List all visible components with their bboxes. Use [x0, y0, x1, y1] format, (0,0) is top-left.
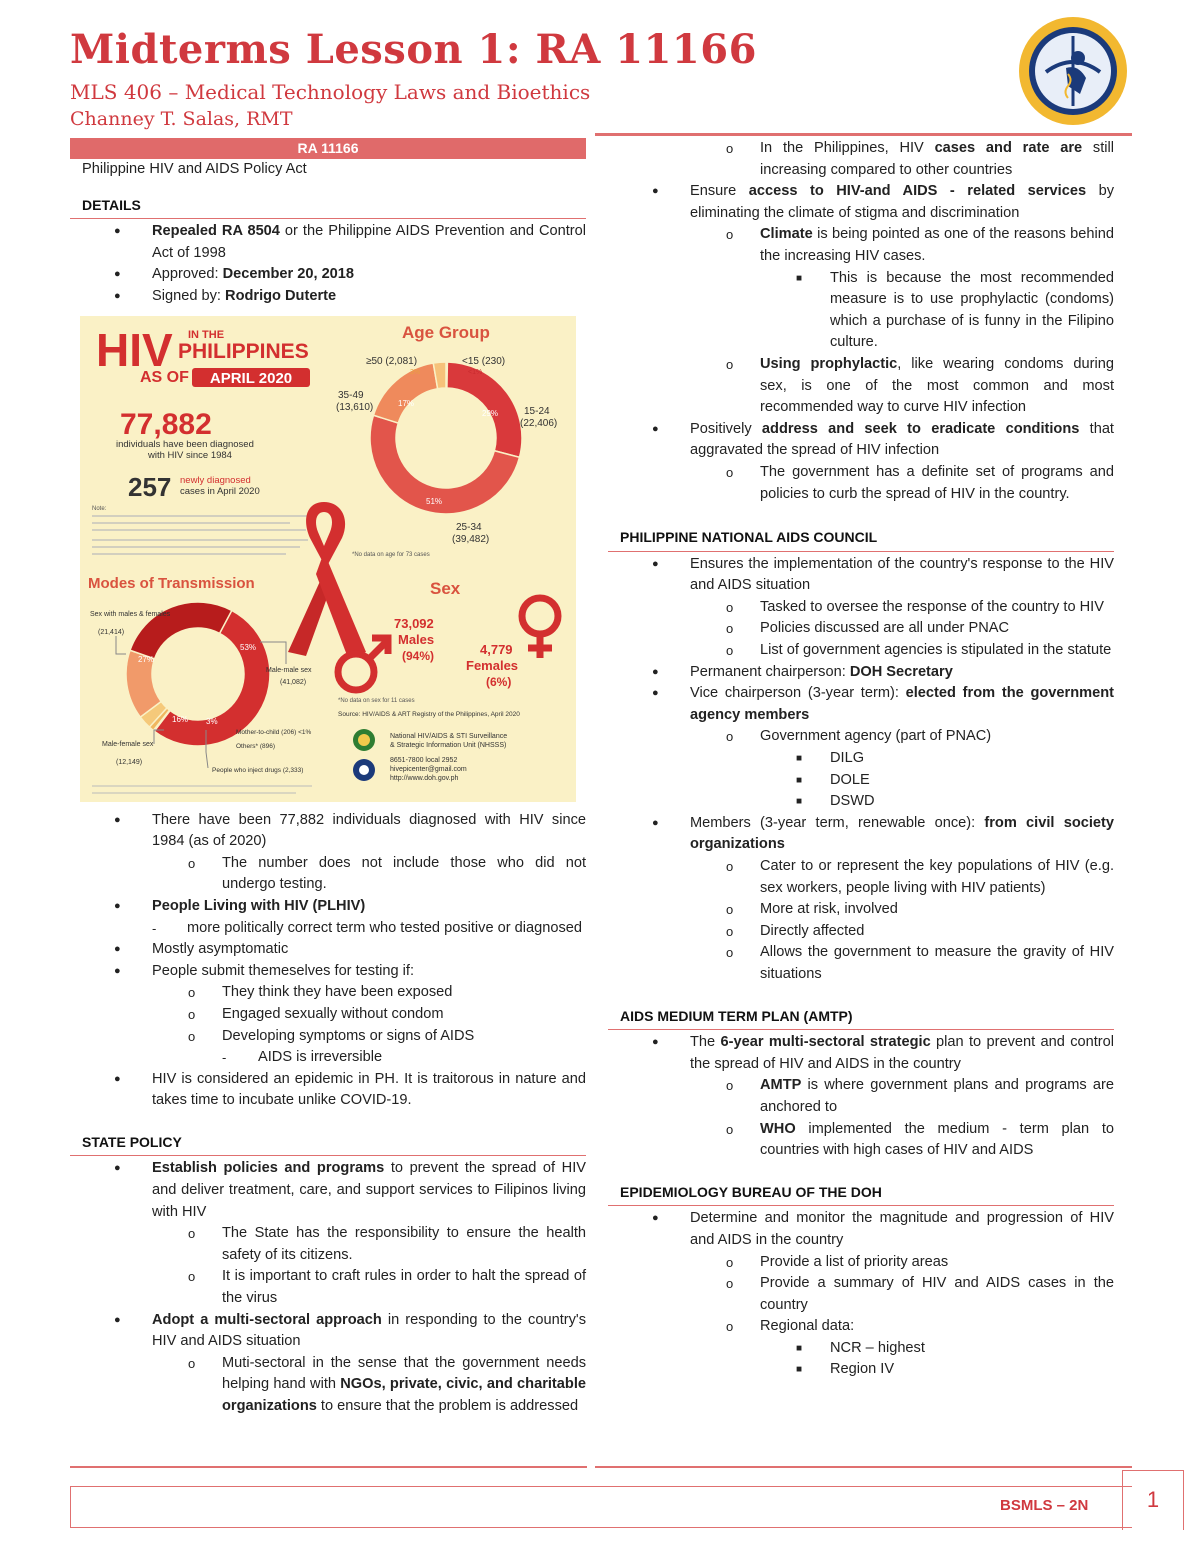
list-item: o Government agency (part of PNAC) [726, 728, 992, 745]
list-item: o Directly affected [726, 922, 865, 939]
list-item: o Regional data: [726, 1318, 855, 1335]
mode-mtc: Mother-to-child (206) <1% [236, 728, 312, 736]
list-item: ● People submit themeselves for testing if: [114, 962, 415, 979]
age-1524-pct: 29% [482, 408, 499, 418]
list-item: o Climate is being pointed as one of the reasons behind the increasing HIV cases. [726, 226, 1114, 264]
list-item: o They think they have been exposed [188, 984, 453, 1001]
info-title-asof: AS OF [140, 368, 189, 386]
footer-rule-right [595, 1466, 1132, 1468]
list-item: ■ This is because the most recommended measure is to use prophylactic (condoms) which a purchase of is funny in the Filipino culture. [796, 269, 1114, 351]
list-item: o It is important to craft rules in order to halt the spread of the virus [188, 1268, 586, 1307]
info-note: Note: [92, 505, 107, 512]
list-item: - more politically correct term who tested positive or diagnosed [152, 919, 583, 936]
info-total-caption1: individuals have been diagnosed [116, 438, 254, 450]
author-name: Channey T. Salas, RMT [70, 108, 293, 130]
list-item: ● Ensure access to HIV-and AIDS - related services by eliminating the climate of stigma and discrimination [652, 183, 1114, 221]
page-number: 1 [1122, 1470, 1184, 1530]
mode-others: Others* (896) [236, 742, 276, 750]
mode-mm-pct: 53% [240, 642, 257, 652]
age-50-label: ≥50 (2,081) [366, 355, 418, 367]
header-rule [595, 133, 1132, 136]
list-item: ● Determine and monitor the magnitude and progression of HIV and AIDS in the country [652, 1210, 1114, 1248]
list-item: ● People Living with HIV (PLHIV) [114, 897, 366, 914]
contact-phone: 8651-7800 local 2952 [390, 756, 458, 764]
list-item: ● Ensures the implementation of the country's response to the HIV and AIDS situation [652, 555, 1114, 594]
list-item: o The number does not include those who did not undergo testing. [188, 854, 586, 893]
list-item: o AMTP is where government plans and programs are anchored to [726, 1077, 1114, 1115]
mode-other-pct: 3% [206, 716, 218, 726]
age-2534-label: 25-34 [456, 521, 482, 533]
mode-smf-label: Sex with males & females [90, 610, 171, 618]
list-item: ■ DOLE [796, 771, 870, 788]
age-35-pct: 17% [398, 398, 415, 408]
age-1524-n: (22,406) [520, 417, 558, 429]
left-column [70, 138, 586, 1418]
state-policy-heading: STATE POLICY [70, 1132, 586, 1157]
list-item: ● There have been 77,882 individuals diagnosed with HIV since 1984 (as of 2020) [114, 811, 586, 850]
nhsss-line1: National HIV/AIDS & STI Surveillance [390, 732, 508, 740]
info-total-caption2: with HIV since 1984 [148, 449, 232, 461]
age-2534-pct: 51% [426, 496, 443, 506]
info-title-philippines: PHILIPPINES [178, 339, 309, 363]
list-item: ● Positively address and seek to eradicate conditions that aggravated the spread of HIV infection [652, 420, 1114, 459]
list-item: ● Members (3-year term, renewable once): from civil society organizations [652, 814, 1114, 853]
act-name: Philippine HIV and AIDS Policy Act [82, 161, 307, 177]
info-new: 257 [128, 471, 172, 502]
details-heading: DETAILS [70, 195, 586, 220]
info-title-hiv: HIV [96, 323, 173, 376]
mode-pwid: People who inject drugs (2,333) [212, 766, 304, 774]
contact-email: hivepicenter@gmail.com [390, 765, 467, 773]
document-title: Midterms Lesson 1: RA 11166 [70, 26, 757, 73]
list-item: ■ NCR – highest [796, 1339, 925, 1356]
list-item: ● Signed by: Rodrigo Duterte [114, 287, 337, 304]
epi-heading: EPIDEMIOLOGY BUREAU OF THE DOH [608, 1182, 1114, 1207]
pnac-heading: PHILIPPINE NATIONAL AIDS COUNCIL [608, 527, 1114, 552]
list-item: ● Vice chairperson (3-year term): elected from the government agency members [652, 685, 1114, 723]
females-n: 4,779 [480, 641, 513, 657]
list-item: ■ DSWD [796, 793, 875, 810]
list-item: ● Permanent chairperson: DOH Secretary [652, 663, 953, 680]
section-banner: RA 11166 [70, 138, 586, 159]
list-item: o List of government agencies is stipulated in the statute [726, 642, 1112, 659]
list-item: ● HIV is considered an epidemic in PH. It is traitorous in nature and takes time to incubate unlike COVID-19. [114, 1070, 586, 1109]
list-item: ● The 6-year multi-sectoral strategic plan to prevent and control the spread of HIV and AIDS in the country [652, 1034, 1115, 1072]
list-item: ● Repealed RA 8504 or the Philippine AIDS Prevention and Control Act of 1998 [114, 223, 586, 261]
males-pct: (94%) [402, 648, 435, 663]
age-15-label: <15 (230) [462, 355, 506, 367]
list-item: o Muti-sectoral in the sense that the government needs helping hand with NGOs, private, civic, and charitable organizations to ensure that the problem is addressed [188, 1354, 586, 1414]
info-new-caption2: cases in April 2020 [180, 485, 260, 497]
modes-title: Modes of Transmission [88, 574, 255, 592]
mode-mf-label: Male-female sex [102, 740, 154, 748]
age-title: Age Group [402, 322, 490, 342]
age-35-n: (13,610) [336, 401, 374, 413]
list-item: - AIDS is irreversible [222, 1049, 383, 1066]
list-item: o Provide a summary of HIV and AIDS cases in the country [726, 1275, 1114, 1313]
mode-smf-n: (21,414) [98, 628, 125, 636]
list-item: ■ DILG [796, 750, 865, 767]
list-item: o Allows the government to measure the gravity of HIV situations [726, 944, 1114, 982]
age-15-pct: <1% [468, 368, 483, 376]
contact-web: http://www.doh.gov.ph [390, 774, 459, 782]
mode-smf-pct: 27% [138, 654, 155, 664]
females-pct: (6%) [486, 674, 512, 689]
list-item: ● Establish policies and programs to prevent the spread of HIV and deliver treatment, care, and support services to Filipinos living with HIV [114, 1160, 586, 1220]
list-item: ● Adopt a multi-sectoral approach in responding to the country's HIV and AIDS situation [114, 1311, 586, 1350]
list-item: o Provide a list of priority areas [726, 1253, 949, 1270]
age-50-pct: 3% [410, 368, 421, 376]
age-1524-label: 15-24 [524, 405, 550, 417]
age-35-label: 35-49 [338, 389, 364, 401]
footer-rule-left [70, 1466, 587, 1468]
info-total: 77,882 [120, 407, 212, 441]
age-2534-n: (39,482) [452, 533, 490, 545]
nhsss-line2: & Strategic Information Unit (NHSSS) [390, 741, 507, 749]
source-text: Source: HIV/AIDS & ART Registry of the Philippines, April 2020 [338, 710, 520, 718]
age-note: *No data on age for 73 cases [352, 551, 430, 558]
list-item: o Cater to or represent the key populations of HIV (e.g. sex workers, people living with HIV patients) [726, 858, 1114, 896]
footer-label: BSMLS – 2N [1000, 1497, 1089, 1514]
hiv-infographic [80, 316, 576, 802]
footer-box [70, 1486, 1132, 1528]
list-item: o Using prophylactic, like wearing condoms during sex, is one of the most common and most recommended way to curve HIV infection [726, 355, 1114, 416]
info-new-caption1: newly diagnosed [180, 474, 251, 486]
list-item: o Engaged sexually without condom [188, 1005, 444, 1022]
list-item: ● Approved: December 20, 2018 [114, 266, 355, 283]
list-item: o WHO implemented the medium - term plan to countries with high cases of HIV and AIDS [726, 1120, 1114, 1159]
mode-mf-pct: 16% [172, 714, 189, 724]
list-item: o Policies discussed are all under PNAC [726, 620, 1010, 637]
right-column [608, 138, 1114, 1381]
list-item: ● Mostly asymptomatic [114, 941, 289, 958]
list-item: o The government has a definite set of programs and policies to curb the spread of HIV in the country. [726, 463, 1114, 502]
list-item: o More at risk, involved [726, 901, 898, 918]
mode-mf-n: (12,149) [116, 758, 143, 766]
list-item: o In the Philippines, HIV cases and rate are still increasing compared to other countries [726, 140, 1115, 178]
sex-note: *No data on sex for 11 cases [338, 697, 415, 704]
females-label: Females [466, 657, 519, 673]
info-title-inthe: IN THE [188, 328, 225, 341]
info-title-date: APRIL 2020 [209, 369, 293, 387]
list-item: o The State has the responsibility to ensure the health safety of its citizens. [188, 1225, 586, 1263]
mode-mm-label: Male-male sex [266, 666, 312, 674]
list-item: o Tasked to oversee the response of the country to HIV [726, 598, 1104, 615]
males-n: 73,092 [394, 615, 434, 631]
course-subtitle: MLS 406 – Medical Technology Laws and Bioethics [70, 80, 591, 104]
sex-title: Sex [430, 578, 461, 598]
list-item: ■ Region IV [796, 1361, 895, 1378]
amtp-heading: AIDS MEDIUM TERM PLAN (AMTP) [608, 1006, 1114, 1031]
list-item: o Developing symptoms or signs of AIDS [188, 1027, 475, 1044]
males-label: Males [398, 631, 435, 647]
mode-mm-n: (41,082) [280, 678, 307, 686]
school-logo-icon [1016, 14, 1130, 128]
